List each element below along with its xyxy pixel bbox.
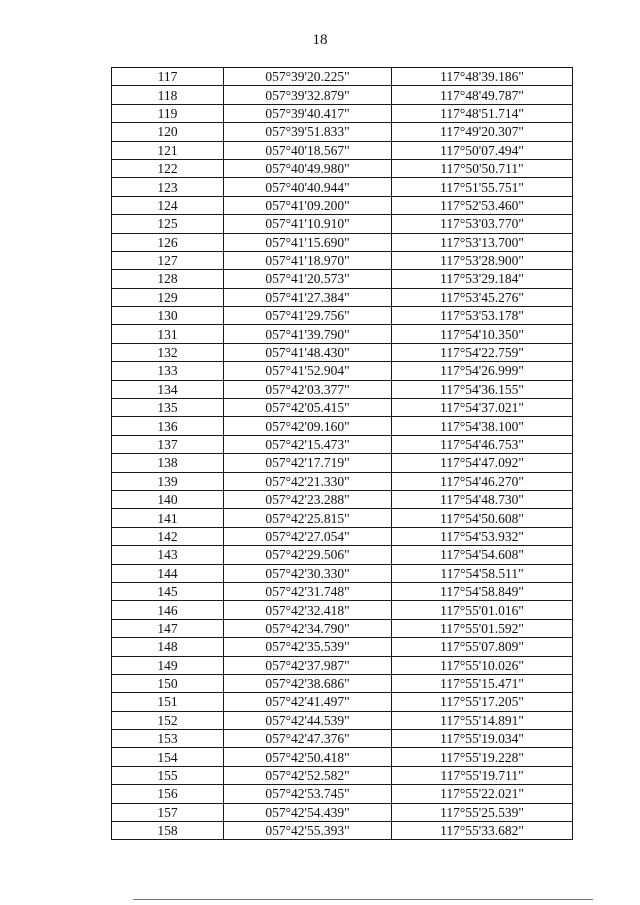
longitude-cell: 117°55'25.539"	[392, 803, 573, 821]
table-row	[112, 123, 573, 141]
point-number-cell: 123	[112, 178, 224, 196]
longitude-cell: 117°54'38.100"	[392, 417, 573, 435]
longitude-cell: 117°55'01.016"	[392, 601, 573, 619]
table-row	[112, 766, 573, 784]
page-number: 18	[312, 32, 328, 48]
point-number-cell: 124	[112, 196, 224, 214]
latitude-cell: 057°41'20.573"	[224, 270, 392, 288]
latitude-cell: 057°40'18.567"	[224, 141, 392, 159]
point-number-cell: 132	[112, 343, 224, 361]
latitude-cell: 057°41'10.910"	[224, 215, 392, 233]
longitude-cell: 117°54'54.608"	[392, 546, 573, 564]
latitude-cell: 057°42'27.054"	[224, 527, 392, 545]
longitude-cell: 117°55'10.026"	[392, 656, 573, 674]
longitude-cell: 117°55'19.034"	[392, 730, 573, 748]
longitude-cell: 117°48'39.186"	[392, 68, 573, 86]
latitude-cell: 057°42'21.330"	[224, 472, 392, 490]
latitude-cell: 057°42'54.439"	[224, 803, 392, 821]
point-number-cell: 129	[112, 288, 224, 306]
table-row	[112, 674, 573, 692]
latitude-cell: 057°42'25.815"	[224, 509, 392, 527]
longitude-cell: 117°54'58.849"	[392, 582, 573, 600]
table-row	[112, 86, 573, 104]
point-number-cell: 139	[112, 472, 224, 490]
table-row	[112, 159, 573, 177]
table-row	[112, 454, 573, 472]
longitude-cell: 117°53'29.184"	[392, 270, 573, 288]
latitude-cell: 057°42'30.330"	[224, 564, 392, 582]
longitude-cell: 117°54'58.511"	[392, 564, 573, 582]
latitude-cell: 057°41'15.690"	[224, 233, 392, 251]
longitude-cell: 117°54'10.350"	[392, 325, 573, 343]
point-number-cell: 133	[112, 362, 224, 380]
table-row	[112, 711, 573, 729]
longitude-cell: 117°55'01.592"	[392, 619, 573, 637]
point-number-cell: 140	[112, 490, 224, 508]
table-row	[112, 730, 573, 748]
longitude-cell: 117°55'19.228"	[392, 748, 573, 766]
longitude-cell: 117°52'53.460"	[392, 196, 573, 214]
coordinates-table	[111, 67, 573, 840]
latitude-cell: 057°42'09.160"	[224, 417, 392, 435]
point-number-cell: 158	[112, 822, 224, 840]
longitude-cell: 117°49'20.307"	[392, 123, 573, 141]
latitude-cell: 057°42'17.719"	[224, 454, 392, 472]
table-row	[112, 196, 573, 214]
latitude-cell: 057°42'55.393"	[224, 822, 392, 840]
point-number-cell: 122	[112, 159, 224, 177]
latitude-cell: 057°42'31.748"	[224, 582, 392, 600]
longitude-cell: 117°54'50.608"	[392, 509, 573, 527]
latitude-cell: 057°42'34.790"	[224, 619, 392, 637]
longitude-cell: 117°50'50.711"	[392, 159, 573, 177]
point-number-cell: 121	[112, 141, 224, 159]
longitude-cell: 117°55'17.205"	[392, 693, 573, 711]
point-number-cell: 137	[112, 435, 224, 453]
latitude-cell: 057°42'32.418"	[224, 601, 392, 619]
table-row	[112, 656, 573, 674]
longitude-cell: 117°54'48.730"	[392, 490, 573, 508]
point-number-cell: 146	[112, 601, 224, 619]
point-number-cell: 148	[112, 638, 224, 656]
latitude-cell: 057°42'44.539"	[224, 711, 392, 729]
longitude-cell: 117°55'07.809"	[392, 638, 573, 656]
point-number-cell: 126	[112, 233, 224, 251]
point-number-cell: 127	[112, 251, 224, 269]
latitude-cell: 057°42'29.506"	[224, 546, 392, 564]
longitude-cell: 117°54'47.092"	[392, 454, 573, 472]
longitude-cell: 117°50'07.494"	[392, 141, 573, 159]
latitude-cell: 057°42'41.497"	[224, 693, 392, 711]
point-number-cell: 152	[112, 711, 224, 729]
table-row	[112, 288, 573, 306]
table-row	[112, 748, 573, 766]
latitude-cell: 057°42'50.418"	[224, 748, 392, 766]
longitude-cell: 117°54'46.270"	[392, 472, 573, 490]
longitude-cell: 117°54'22.759"	[392, 343, 573, 361]
point-number-cell: 143	[112, 546, 224, 564]
latitude-cell: 057°42'38.686"	[224, 674, 392, 692]
longitude-cell: 117°54'53.932"	[392, 527, 573, 545]
table-row	[112, 638, 573, 656]
latitude-cell: 057°41'39.790"	[224, 325, 392, 343]
point-number-cell: 120	[112, 123, 224, 141]
table-row	[112, 546, 573, 564]
table-row	[112, 215, 573, 233]
point-number-cell: 117	[112, 68, 224, 86]
table-row	[112, 380, 573, 398]
point-number-cell: 144	[112, 564, 224, 582]
table-row	[112, 251, 573, 269]
latitude-cell: 057°39'32.879"	[224, 86, 392, 104]
point-number-cell: 147	[112, 619, 224, 637]
point-number-cell: 150	[112, 674, 224, 692]
latitude-cell: 057°41'48.430"	[224, 343, 392, 361]
table-row	[112, 178, 573, 196]
table-row	[112, 362, 573, 380]
latitude-cell: 057°42'52.582"	[224, 766, 392, 784]
point-number-cell: 135	[112, 399, 224, 417]
table-row	[112, 399, 573, 417]
table-row	[112, 343, 573, 361]
point-number-cell: 136	[112, 417, 224, 435]
table-row	[112, 307, 573, 325]
latitude-cell: 057°40'49.980"	[224, 159, 392, 177]
latitude-cell: 057°41'18.970"	[224, 251, 392, 269]
table-row	[112, 582, 573, 600]
point-number-cell: 131	[112, 325, 224, 343]
point-number-cell: 134	[112, 380, 224, 398]
table-row	[112, 619, 573, 637]
bottom-rule	[133, 899, 593, 900]
point-number-cell: 154	[112, 748, 224, 766]
longitude-cell: 117°55'15.471"	[392, 674, 573, 692]
longitude-cell: 117°48'49.787"	[392, 86, 573, 104]
table-row	[112, 233, 573, 251]
latitude-cell: 057°42'53.745"	[224, 785, 392, 803]
latitude-cell: 057°41'09.200"	[224, 196, 392, 214]
point-number-cell: 128	[112, 270, 224, 288]
latitude-cell: 057°39'20.225"	[224, 68, 392, 86]
table-row	[112, 564, 573, 582]
table-row	[112, 325, 573, 343]
longitude-cell: 117°53'53.178"	[392, 307, 573, 325]
longitude-cell: 117°51'55.751"	[392, 178, 573, 196]
longitude-cell: 117°53'28.900"	[392, 251, 573, 269]
point-number-cell: 141	[112, 509, 224, 527]
latitude-cell: 057°42'15.473"	[224, 435, 392, 453]
latitude-cell: 057°42'47.376"	[224, 730, 392, 748]
table-row	[112, 601, 573, 619]
point-number-cell: 119	[112, 104, 224, 122]
latitude-cell: 057°42'23.288"	[224, 490, 392, 508]
longitude-cell: 117°54'26.999"	[392, 362, 573, 380]
latitude-cell: 057°40'40.944"	[224, 178, 392, 196]
table-row	[112, 270, 573, 288]
point-number-cell: 145	[112, 582, 224, 600]
latitude-cell: 057°41'27.384"	[224, 288, 392, 306]
table-row	[112, 68, 573, 86]
point-number-cell: 153	[112, 730, 224, 748]
longitude-cell: 117°55'14.891"	[392, 711, 573, 729]
longitude-cell: 117°53'13.700"	[392, 233, 573, 251]
table-row	[112, 141, 573, 159]
table-row	[112, 822, 573, 840]
table-row	[112, 490, 573, 508]
latitude-cell: 057°42'03.377"	[224, 380, 392, 398]
coordinates-table-body	[112, 68, 573, 840]
longitude-cell: 117°48'51.714"	[392, 104, 573, 122]
longitude-cell: 117°53'45.276"	[392, 288, 573, 306]
point-number-cell: 155	[112, 766, 224, 784]
table-row	[112, 509, 573, 527]
longitude-cell: 117°55'33.682"	[392, 822, 573, 840]
point-number-cell: 125	[112, 215, 224, 233]
table-row	[112, 472, 573, 490]
latitude-cell: 057°42'37.987"	[224, 656, 392, 674]
longitude-cell: 117°54'37.021"	[392, 399, 573, 417]
table-row	[112, 417, 573, 435]
point-number-cell: 142	[112, 527, 224, 545]
longitude-cell: 117°53'03.770"	[392, 215, 573, 233]
table-row	[112, 527, 573, 545]
table-row	[112, 693, 573, 711]
point-number-cell: 156	[112, 785, 224, 803]
point-number-cell: 151	[112, 693, 224, 711]
table-row	[112, 785, 573, 803]
longitude-cell: 117°55'19.711"	[392, 766, 573, 784]
latitude-cell: 057°41'29.756"	[224, 307, 392, 325]
point-number-cell: 149	[112, 656, 224, 674]
latitude-cell: 057°39'51.833"	[224, 123, 392, 141]
point-number-cell: 157	[112, 803, 224, 821]
longitude-cell: 117°54'36.155"	[392, 380, 573, 398]
latitude-cell: 057°42'35.539"	[224, 638, 392, 656]
longitude-cell: 117°54'46.753"	[392, 435, 573, 453]
table-row	[112, 104, 573, 122]
point-number-cell: 138	[112, 454, 224, 472]
latitude-cell: 057°39'40.417"	[224, 104, 392, 122]
table-row	[112, 803, 573, 821]
latitude-cell: 057°41'52.904"	[224, 362, 392, 380]
point-number-cell: 118	[112, 86, 224, 104]
latitude-cell: 057°42'05.415"	[224, 399, 392, 417]
point-number-cell: 130	[112, 307, 224, 325]
longitude-cell: 117°55'22.021"	[392, 785, 573, 803]
table-row	[112, 435, 573, 453]
